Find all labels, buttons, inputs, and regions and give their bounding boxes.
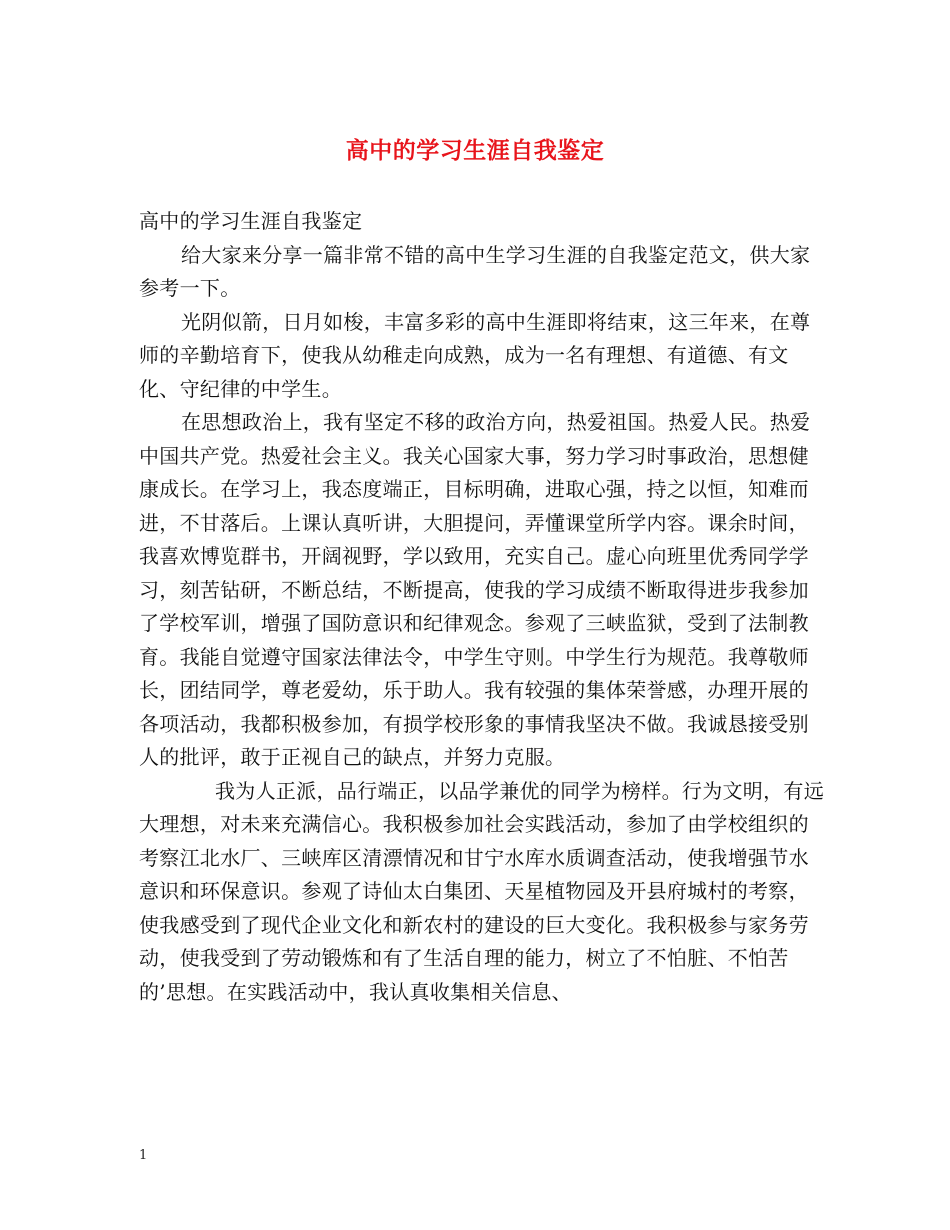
document-body [139,205,829,1009]
page-number: 1 [139,1148,148,1163]
paragraph-intro: 给大家来分享一篇非常不错的高中生学习生涯的自我鉴定范文，供大家参考一下。 [139,242,811,300]
paragraph-politics-study: 在思想政治上，我有坚定不移的政治方向，热爱祖国。热爱人民。热爱中国共产党。热爱社会主义。我关心国家大事，努力学习时事政治，思想健康成长。在学习上，我态度端正，目标明确，进取心强，持之以恒，知难而进，不甘落后。上课认真听讲，大胆提问，弄懂课堂所学内容。课余时间，我喜欢博览群书，开阔视野，学以致用，充实自己。虚心向班里优秀同学学习，刻苦钻研，不断总结，不断提高，使我的学习成绩不断取得进步我参加了学校军训，增强了国防意识和纪律观念。参观了三峡监狱，受到了法制教育。我能自觉遵守国家法律法令，中学生守则。中学生行为规范。我尊敬师长，团结同学，尊老爱幼，乐于助人。我有较强的集体荣誉感，办理开展的各项活动，我都积极参加，有损学校形象的事情我坚决不做。我诚恳接受别人的批评，敢于正视自己的缺点，并努力克服。 [139,410,811,769]
paragraph-heading: 高中的学习生涯自我鉴定 [139,209,363,233]
document-title: 高中的学习生涯自我鉴定 [345,137,605,164]
paragraph-time: 光阴似箭，日月如梭，丰富多彩的高中生涯即将结束，这三年来，在尊师的辛勤培育下，使我从幼稚走向成熟，成为一名有理想、有道德、有文化、守纪律的中学生。 [139,309,811,401]
paragraph-conduct-practice: 我为人正派，品行端正，以品学兼优的同学为榜样。行为文明，有远大理想，对未来充满信心。我积极参加社会实践活动，参加了由学校组织的考察江北水厂、三峡库区清漂情况和甘宁水库水质调查活动，使我增强节水意识和环保意识。参观了诗仙太白集团、天星植物园及开县府城村的考察，使我感受到了现代企业文化和新农村的建设的巨大变化。我积极参与家务劳动，使我受到了劳动锻炼和有了生活自理的能力，树立了不怕脏、不怕苦的’思想。在实践活动中，我认真收集相关信息、 [139,778,824,1004]
